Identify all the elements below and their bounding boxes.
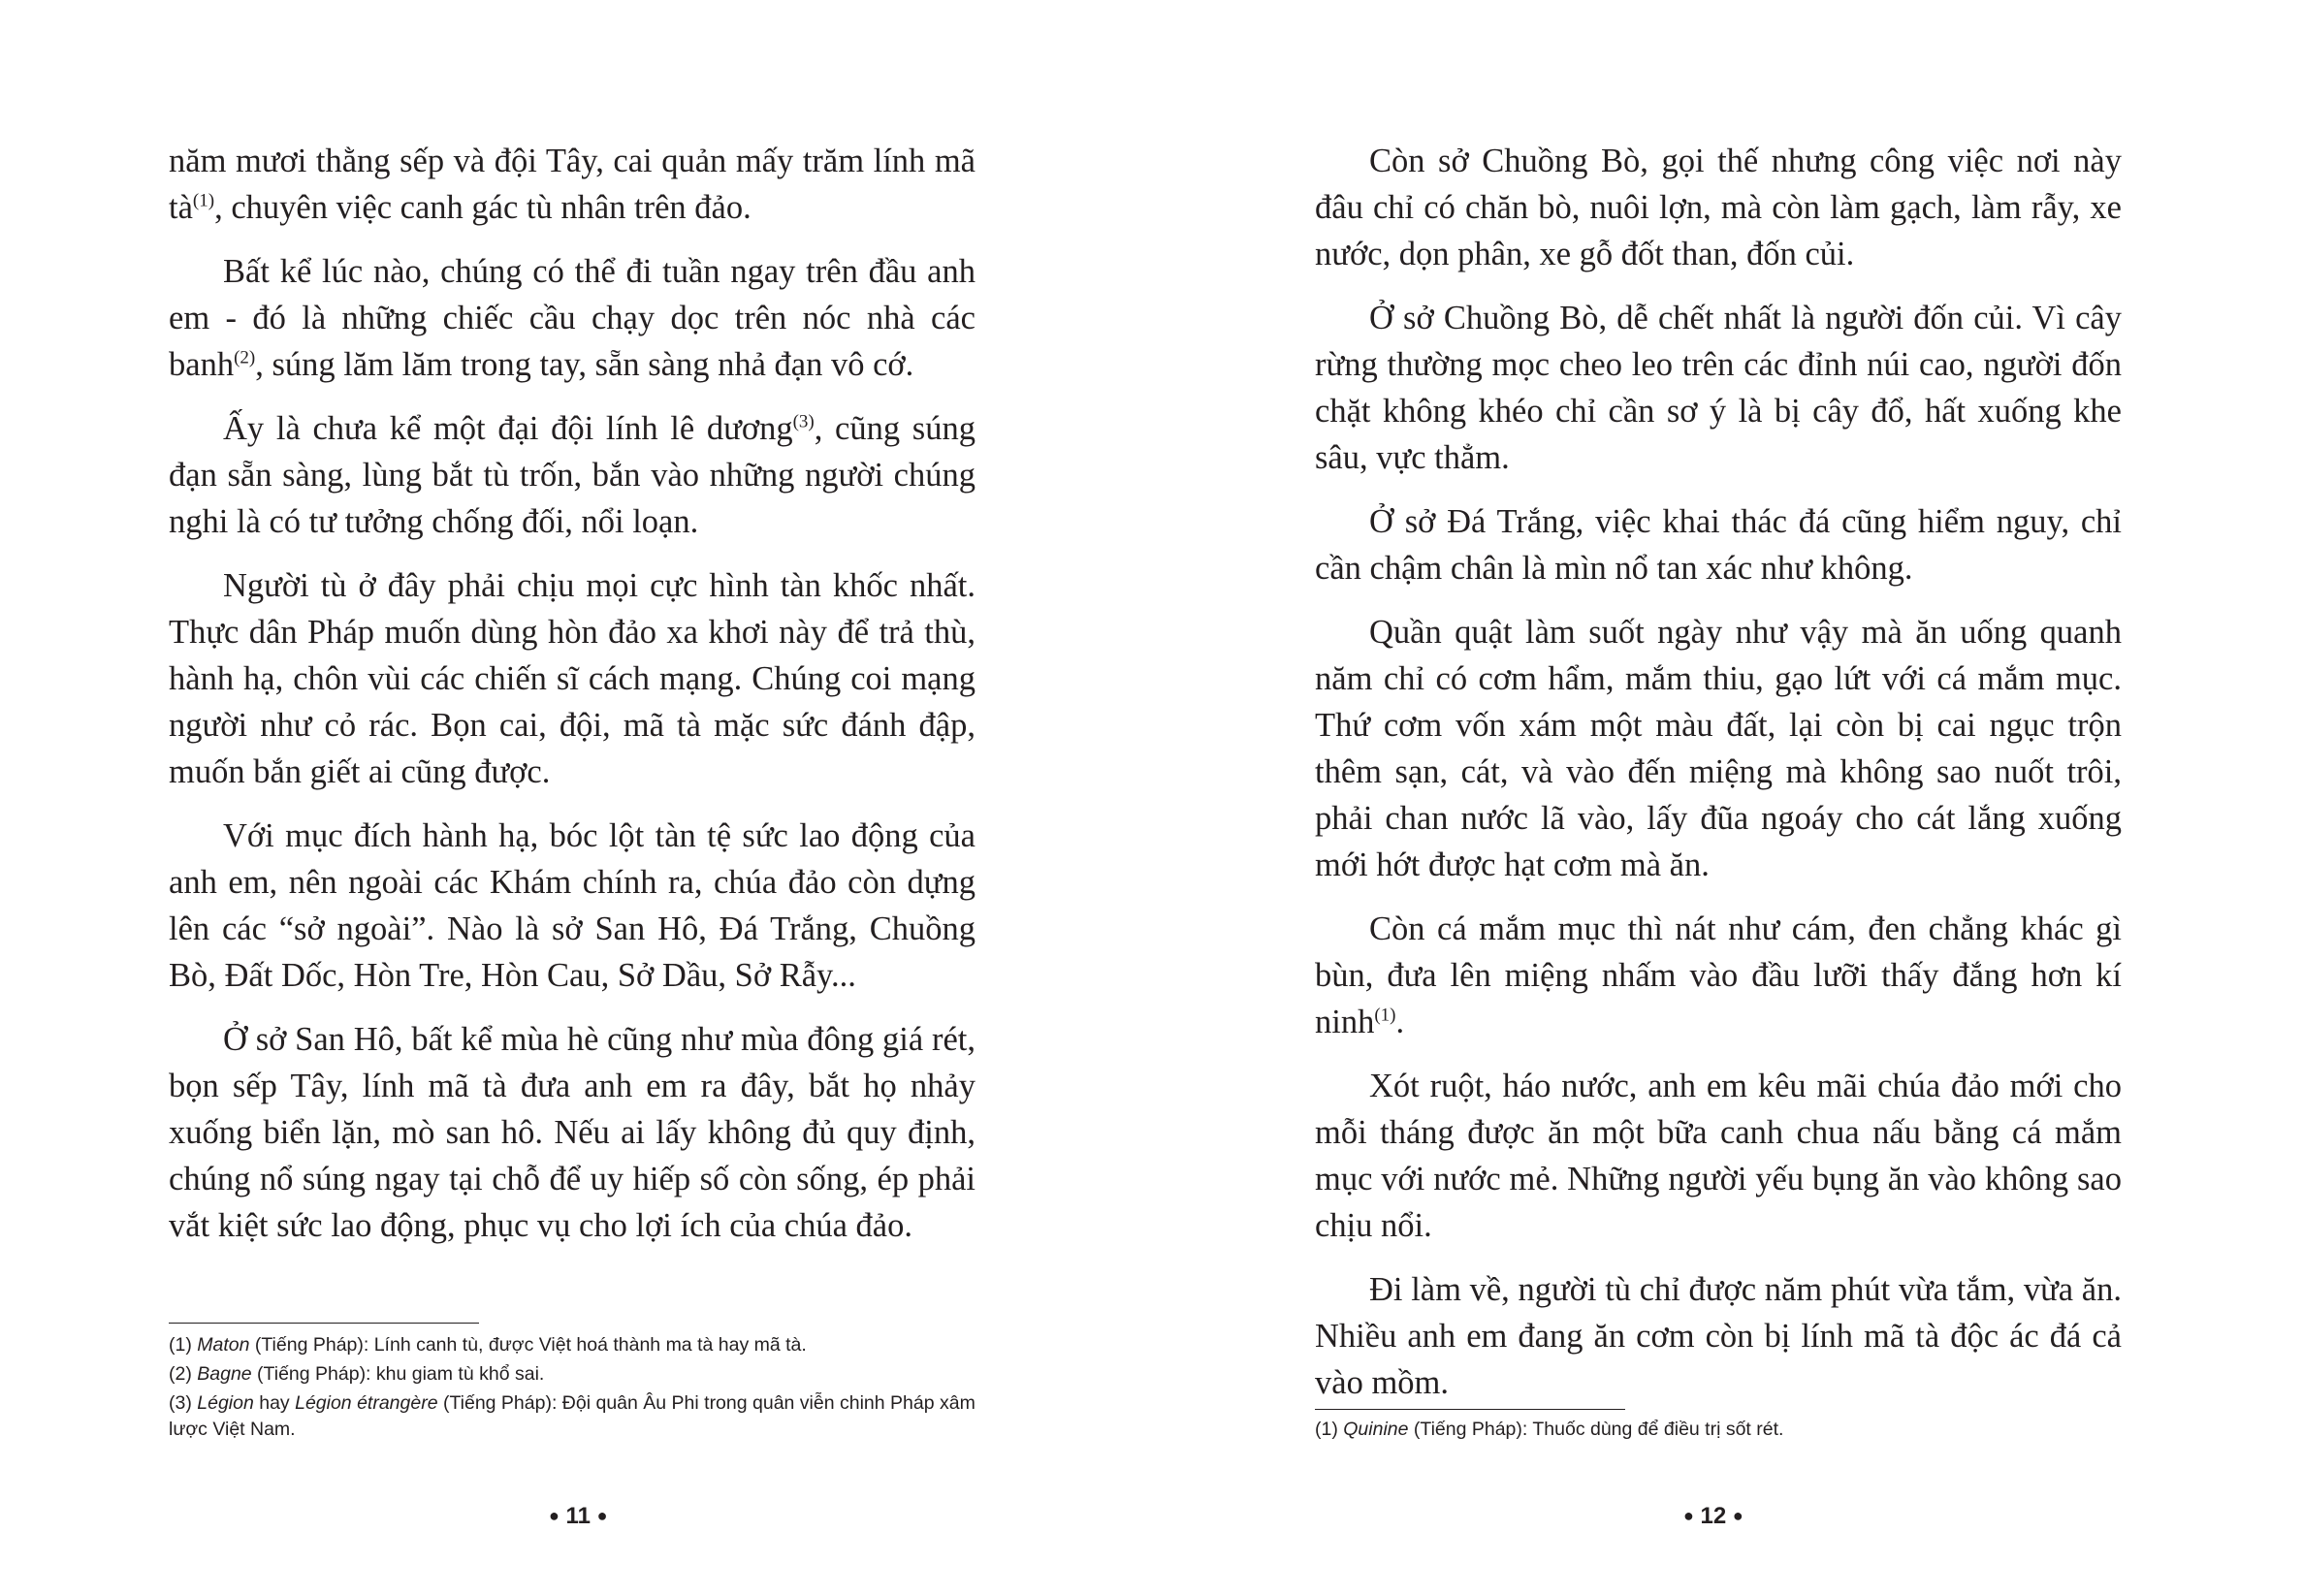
right-page-number: [1683, 1501, 1743, 1531]
text-run: Đi làm về, người tù chỉ được năm phút vừa tắm, vừa ăn. Nhiều anh em đang ăn cơm còn bị lính mã tà độc ác đá cả vào mồm.: [1315, 1271, 2122, 1401]
bullet-icon: ●: [596, 1506, 608, 1525]
paragraph: [169, 248, 976, 388]
right-page: [1315, 0, 2122, 1596]
text-run: hay: [253, 1392, 296, 1414]
text-run: (Tiếng Pháp): Lính canh tù, được Việt hoá thành ma tà hay mã tà.: [249, 1334, 807, 1356]
paragraph: [1315, 1266, 2122, 1406]
right-body-text: [1315, 138, 2122, 1423]
footnote: [169, 1361, 983, 1388]
paragraph: [169, 562, 976, 795]
paragraph: [1315, 138, 2122, 277]
paragraph: [1315, 609, 2122, 888]
text-run: (1): [169, 1334, 198, 1356]
text-run: Còn sở Chuồng Bò, gọi thế nhưng công việc nơi này đâu chỉ có chăn bò, nuôi lợn, mà còn làm gạch, làm rẫy, xe nước, dọn phân, xe gỗ đốt than, đốn củi.: [1315, 143, 2122, 272]
left-page-number-value: 11: [565, 1503, 591, 1529]
text-run: (2): [169, 1363, 198, 1385]
text-run: (3): [169, 1392, 198, 1414]
italic-term: Quinine: [1343, 1419, 1409, 1440]
left-footnotes: [169, 1332, 983, 1446]
paragraph: [1315, 295, 2122, 481]
text-run: (Tiếng Pháp): Thuốc dùng để điều trị sốt rét.: [1408, 1419, 1784, 1440]
text-run: , chuyên việc canh gác tù nhân trên đảo.: [214, 189, 752, 226]
text-run: Ở sở San Hô, bất kể mùa hè cũng như mùa đông giá rét, bọn sếp Tây, lính mã tà đưa anh em ra đây, bắt họ nhảy xuống biển lặn, mò san hô. Nếu ai lấy không đủ quy định, chúng nổ súng ngay tại chỗ để uy hiếp số còn sống, ép phải vắt kiệt sức lao động, phục vụ cho lợi ích của chúa đảo.: [169, 1021, 976, 1244]
italic-term: Maton: [197, 1334, 250, 1356]
footnote: [1315, 1417, 2129, 1443]
paragraph: [1315, 1063, 2122, 1249]
text-run: Với mục đích hành hạ, bóc lột tàn tệ sức lao động của anh em, nên ngoài các Khám chính ra, chúa đảo còn dựng lên các “sở ngoài”. Nào là sở San Hô, Đá Trắng, Chuồng Bò, Đất Dốc, Hòn Tre, Hòn Cau, Sở Dầu, Sở Rẫy...: [169, 817, 976, 994]
italic-term: Bagne: [197, 1363, 252, 1385]
right-page-number-value: 12: [1700, 1503, 1727, 1529]
bullet-icon: ●: [549, 1506, 560, 1525]
italic-term: Légion: [197, 1392, 254, 1414]
left-body-text: [169, 138, 976, 1266]
text-run: Ở sở Đá Trắng, việc khai thác đá cũng hiểm nguy, chỉ cần chậm chân là mìn nổ tan xác như không.: [1315, 503, 2122, 587]
right-footnotes: [1315, 1417, 2129, 1446]
text-run: Người tù ở đây phải chịu mọi cực hình tàn khốc nhất. Thực dân Pháp muốn dùng hòn đảo xa khơi này để trả thù, hành hạ, chôn vùi các chiến sĩ cách mạng. Chúng coi mạng người như cỏ rác. Bọn cai, đội, mã tà mặc sức đánh đập, muốn bắn giết ai cũng được.: [169, 567, 976, 790]
footnote: [169, 1390, 983, 1443]
paragraph: [1315, 906, 2122, 1045]
left-footnote-rule: [169, 1323, 479, 1324]
italic-term: Légion étrangère: [295, 1392, 438, 1414]
text-run: , súng lăm lăm trong tay, sẵn sàng nhả đạn vô cớ.: [255, 346, 914, 383]
text-run: .: [1395, 1004, 1405, 1040]
text-run: Ấy là chưa kể một đại đội lính lê dương: [223, 410, 793, 447]
paragraph: [169, 138, 976, 231]
right-footnote-rule: [1315, 1409, 1625, 1410]
text-run: , cũng súng đạn sẵn sàng, lùng bắt tù trốn, bắn vào những người chúng nghi là có tư tưởng chống đối, nổi loạn.: [169, 410, 976, 540]
footnote-ref: (1): [192, 190, 215, 211]
left-page: [169, 0, 976, 1596]
footnote-ref: (3): [792, 411, 815, 432]
text-run: năm mươi thằng sếp và đội Tây, cai quản mấy trăm lính mã tà: [169, 143, 976, 226]
text-run: Xót ruột, háo nước, anh em kêu mãi chúa đảo mới cho mỗi tháng được ăn một bữa canh chua nấu bằng cá mắm mục với nước mẻ. Những người yếu bụng ăn vào không sao chịu nổi.: [1315, 1068, 2122, 1244]
paragraph: [169, 1016, 976, 1249]
paragraph: [169, 405, 976, 545]
text-run: (Tiếng Pháp): khu giam tù khổ sai.: [251, 1363, 545, 1385]
text-run: (Tiếng Pháp): Đội quân Âu Phi trong quân viễn chinh Pháp xâm lược Việt Nam.: [169, 1392, 976, 1440]
footnote-ref: (2): [234, 347, 256, 368]
text-run: Bất kể lúc nào, chúng có thể đi tuần ngay trên đầu anh em - đó là những chiếc cầu chạy dọc trên nóc nhà các banh: [169, 253, 976, 383]
text-run: (1): [1315, 1419, 1344, 1440]
footnote: [169, 1332, 983, 1358]
bullet-icon: ●: [1683, 1506, 1694, 1525]
paragraph: [1315, 498, 2122, 591]
footnote-ref: (1): [1374, 1005, 1396, 1026]
text-run: Ở sở Chuồng Bò, dễ chết nhất là người đốn củi. Vì cây rừng thường mọc cheo leo trên các đỉnh núi cao, người đốn chặt không khéo chỉ cần sơ ý là bị cây đổ, hất xuống khe sâu, vực thẳm.: [1315, 300, 2122, 476]
bullet-icon: ●: [1732, 1506, 1743, 1525]
text-run: Còn cá mắm mục thì nát như cám, đen chẳng khác gì bùn, đưa lên miệng nhấm vào đầu lưỡi thấy đắng hơn kí ninh: [1315, 910, 2122, 1040]
paragraph: [169, 813, 976, 999]
left-page-number: [549, 1501, 607, 1531]
text-run: Quần quật làm suốt ngày như vậy mà ăn uống quanh năm chỉ có cơm hẩm, mắm thiu, gạo lứt với cá mắm mục. Thứ cơm vốn xám một màu đất, lại còn bị cai ngục trộn thêm sạn, cát, và vào đến miệng mà không sao nuốt trôi, phải chan nước lã vào, lấy đũa ngoáy cho cát lắng xuống mới hớt được hạt cơm mà ăn.: [1315, 614, 2122, 883]
